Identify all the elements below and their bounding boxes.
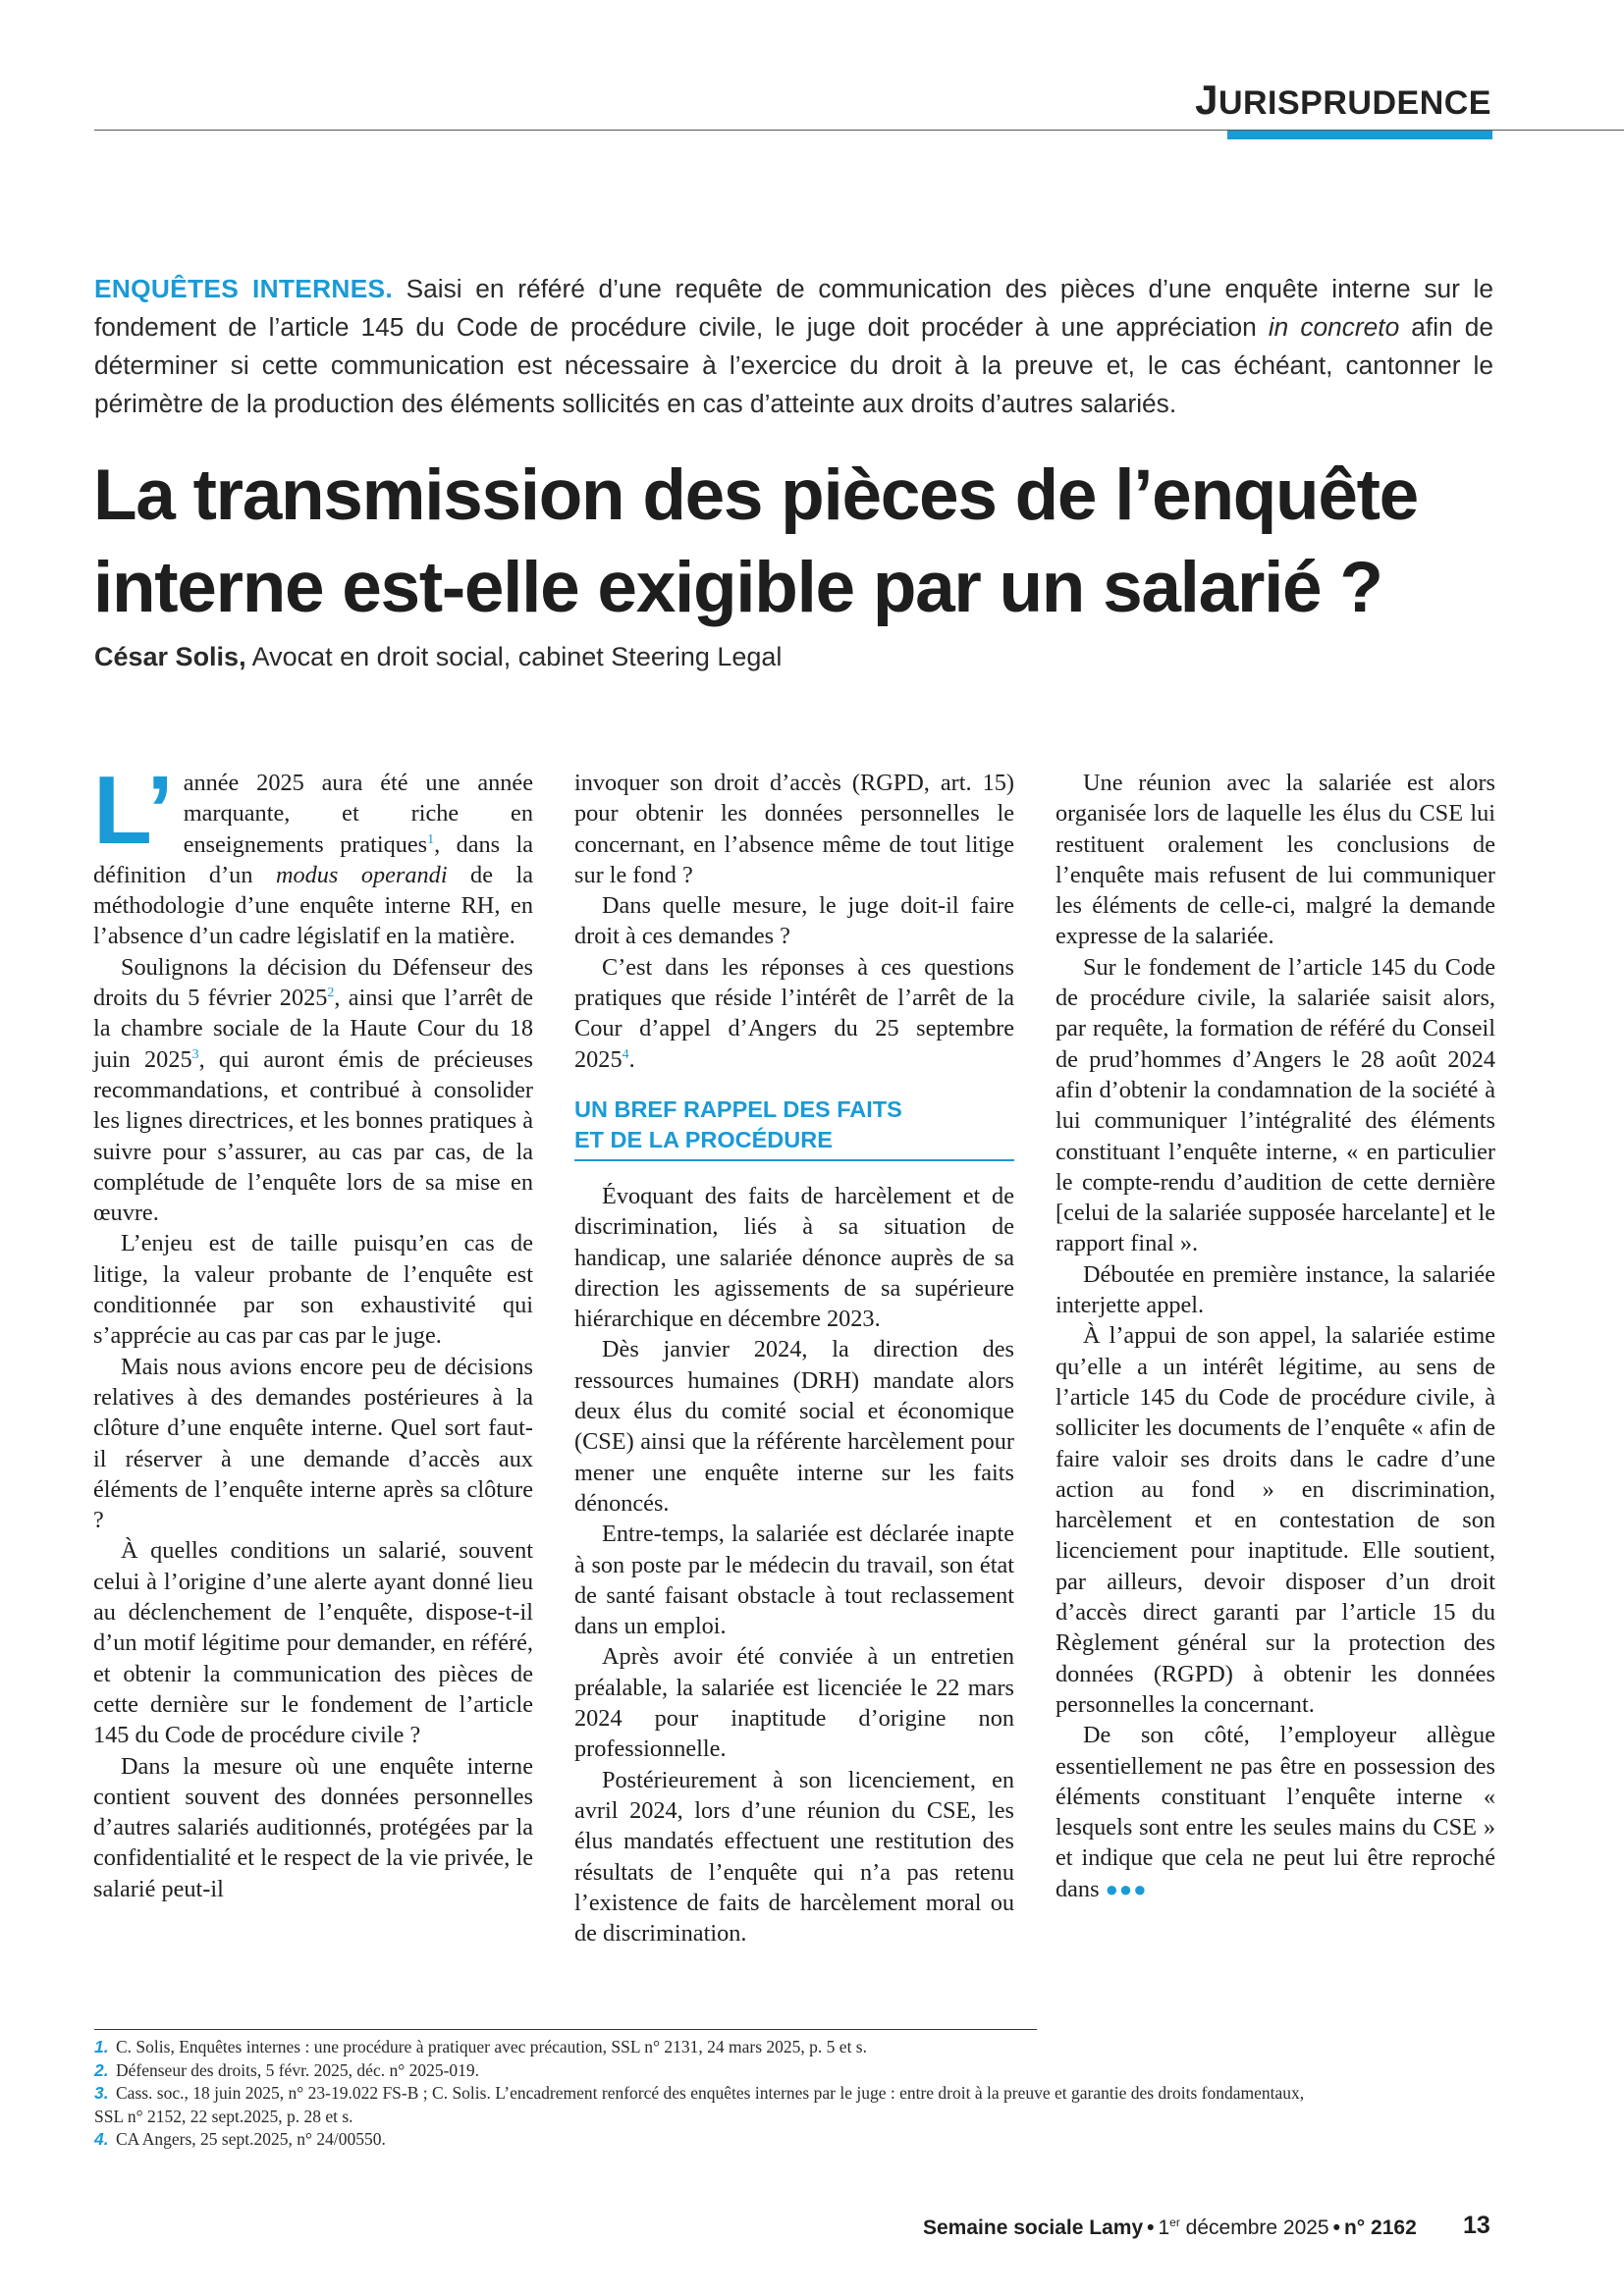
page-footer: Semaine sociale Lamy • 1er décembre 2025 • n° 2162 xyxy=(923,2216,1417,2239)
section-label: JURISPRUDENCE xyxy=(1195,77,1491,123)
lead-paragraph: ENQUÊTES INTERNES. Saisi en référé d’une requête de communication des pièces d’une enquête interne sur le fondement de l’article 145 du Code de procédure civile, le juge doit procéder à une appréciation in concreto afin de déterminer si cette communication est nécessaire à l’exercice du droit à la preuve et, le cas échéant, cantonner le périmètre de la production des éléments sollicités en cas d’atteinte aux droits d’autres salariés. xyxy=(94,274,1493,418)
footnote: 1. C. Solis, Enquêtes internes : une procédure à pratiquer avec précaution, SSL n° 2131, 24 mars 2025, p. 5 et s. xyxy=(94,2037,867,2056)
footnote-ref[interactable]: 1 xyxy=(427,831,435,847)
paragraph: invoquer son droit d’accès (RGPD, art. 15) pour obtenir les données personnelles le concernant, en l’absence même de tout litige sur le fond ? xyxy=(574,770,1014,888)
paragraph: Déboutée en première instance, la salariée interjette appel. xyxy=(1056,1260,1495,1319)
paragraph: Dans quelle mesure, le juge doit-il faire droit à ces demandes ? xyxy=(574,892,1014,950)
paragraph: Postérieurement à son licenciement, en avril 2024, lors d’une réunion du CSE, les élus mandatés effectuent une restitution des résultats de l’enquête qui n’a pas retenu l’existence de faits de harcèlement moral ou de discrimination. xyxy=(574,1766,1014,1948)
paragraph: Sur le fondement de l’article 145 du Code de procédure civile, la salariée saisit alors, par requête, la formation de référé du Conseil de prud’hommes d’Angers le 28 août 2024 afin d’obtenir la condamnation de la société à lui communiquer l’intégralité des éléments constituant l’enquête interne, « en particulier le compte-rendu d’audition de cette dernière [celui de la salariée supposée harcelante] et le rapport final ». xyxy=(1056,953,1495,1257)
byline xyxy=(94,642,782,672)
footnote: 2. Défenseur des droits, 5 févr. 2025, déc. n° 2025-019. xyxy=(94,2059,480,2080)
author-name: César Solis, xyxy=(94,642,246,671)
paragraph: Dès janvier 2024, la direction des ressources humaines (DRH) mandate alors deux élus du comité social et économique (CSE) ainsi que la référente harcèlement pour mener une enquête interne sur les faits dénoncés. xyxy=(574,1336,1014,1517)
footnote-rule xyxy=(94,2029,1037,2030)
issue-number: n° 2162 xyxy=(1343,2216,1417,2239)
section-accent-bar xyxy=(1227,131,1492,139)
body-column-3 xyxy=(1056,768,1495,1904)
footnote-ref[interactable]: 2 xyxy=(327,985,335,1000)
paragraph: De son côté, l’employeur allègue essentiellement ne pas être en possession des éléments constituant l’enquête interne « lesquels sont entre les seules mains du CSE » et indique que cela ne peut lui être reproché dans ●●● xyxy=(1056,1722,1495,1902)
drop-cap: L’ xyxy=(93,756,174,864)
publication-name: Semaine sociale Lamy xyxy=(923,2216,1144,2239)
paragraph: À l’appui de son appel, la salariée estime qu’elle a un intérêt légitime, au sens de l’article 145 du Code de procédure civile, à solliciter les documents de l’enquête « afin de faire valoir ses droits dans le cadre d’une action au fond » en discrimination, harcèlement et en contestation de son licenciement pour inaptitude. Elle soutient, par ailleurs, devoir disposer d’un droit d’accès direct garanti par l’article 15 du Règlement général sur la protection des données (RGPD) à obtenir les données personnelles la concernant. xyxy=(1056,1322,1495,1718)
paragraph: Mais nous avions encore peu de décisions relatives à des demandes postérieures à la clôture d’une enquête interne. Quel sort faut-il réserver à une demande d’accès aux éléments de l’enquête interne après sa clôture ? xyxy=(93,1353,533,1534)
paragraph: Soulignons la décision du Défenseur des droits du 5 février 2025$^2$, ainsi que l’arrêt de la chambre sociale de la Haute Cour du 18 juin 2025$^3$, qui auront émis de précieuses recommandations, et contribué à consolider les lignes directrices, et les bonnes pratiques à suivre pour s’assurer, au cas par cas, de la complétude de l’enquête lors de sa mise en œuvre. xyxy=(93,953,533,1227)
section-subheading: UN BREF RAPPEL DES FAITS ET DE LA PROCÉDURE xyxy=(574,1095,1014,1161)
author-role: Avocat en droit social, cabinet Steering Legal xyxy=(245,642,783,671)
body-column-2 xyxy=(574,768,1014,1949)
issue-date: 1er décembre 2025 xyxy=(1158,2216,1329,2239)
footnote: 3. Cass. soc., 18 juin 2025, n° 23-19.022 FS-B ; C. Solis. L’encadrement renforcé des enquêtes internes par le juge : entre droit à la preuve et garantie des droits fondamentaux, xyxy=(94,2083,1305,2103)
continued-icon: ●●● xyxy=(1105,1876,1148,1901)
paragraph: L’enjeu est de taille puisqu’en cas de litige, la valeur probante de l’enquête est conditionnée par son exhaustivité qui s’apprécie au cas par cas par le juge. xyxy=(93,1230,533,1350)
paragraph: Dans la mesure où une enquête interne contient souvent des données personnelles d’autres salariés auditionnés, protégées par la confidentialité et le respect de la vie privée, le salarié peut-il xyxy=(93,1752,533,1902)
lead-kicker: ENQUÊTES INTERNES. xyxy=(94,274,393,303)
footnote-ref[interactable]: 3 xyxy=(191,1046,199,1062)
footnote-continuation: SSL n° 2152, 22 sept.2025, p. 28 et s. xyxy=(94,2106,353,2126)
body-column-1 xyxy=(93,756,533,1904)
article-title: La transmission des pièces de l’enquête interne est-elle exigible par un salarié ? xyxy=(93,455,1418,627)
paragraph: Une réunion avec la salariée est alors organisée lors de laquelle les élus du CSE lui restituent oralement les conclusions de l’enquête mais refusent de lui communiquer les éléments de celle-ci, malgré la demande expresse de la salariée. xyxy=(1056,770,1495,950)
paragraph: Entre-temps, la salariée est déclarée inapte à son poste par le médecin du travail, son état de santé faisant obstacle à tout reclassement dans un emploi. xyxy=(574,1521,1014,1640)
paragraph: C’est dans les réponses à ces questions pratiques que réside l’intérêt de l’arrêt de la Cour d’appel d’Angers du 25 septembre 2025$^4$. xyxy=(574,953,1014,1073)
footnotes xyxy=(94,2029,1508,2152)
paragraph: Évoquant des faits de harcèlement et de discrimination, liés à sa situation de handicap, une salariée dénonce auprès de sa direction les agissements de sa supérieure hiérarchique en décembre 2023. xyxy=(574,1182,1014,1333)
paragraph: À quelles conditions un salarié, souvent celui à l’origine d’une alerte ayant donné lieu au déclenchement de l’enquête, dispose-t-il d’un motif légitime pour demander, en référé, et obtenir la communication des pièces de cette dernière sur le fondement de l’article 145 du Code de procédure civile ? xyxy=(93,1537,533,1749)
paragraph: Après avoir été conviée à un entretien préalable, la salariée est licenciée le 22 mars 2024 pour inaptitude d’origine non professionnelle. xyxy=(574,1643,1014,1763)
footnote: 4. CA Angers, 25 sept.2025, n° 24/00550. xyxy=(94,2129,386,2149)
paragraph: L’ année 2025 aura été une année marquante, et riche en enseignements pratiques$^1$, dans la définition d’un modus operandi de la méthodologie d’une enquête interne RH, en l’absence d’un cadre législatif en la matière. xyxy=(93,756,533,950)
footnote-ref[interactable]: 4 xyxy=(622,1046,629,1062)
page-number: 13 xyxy=(1463,2212,1490,2239)
